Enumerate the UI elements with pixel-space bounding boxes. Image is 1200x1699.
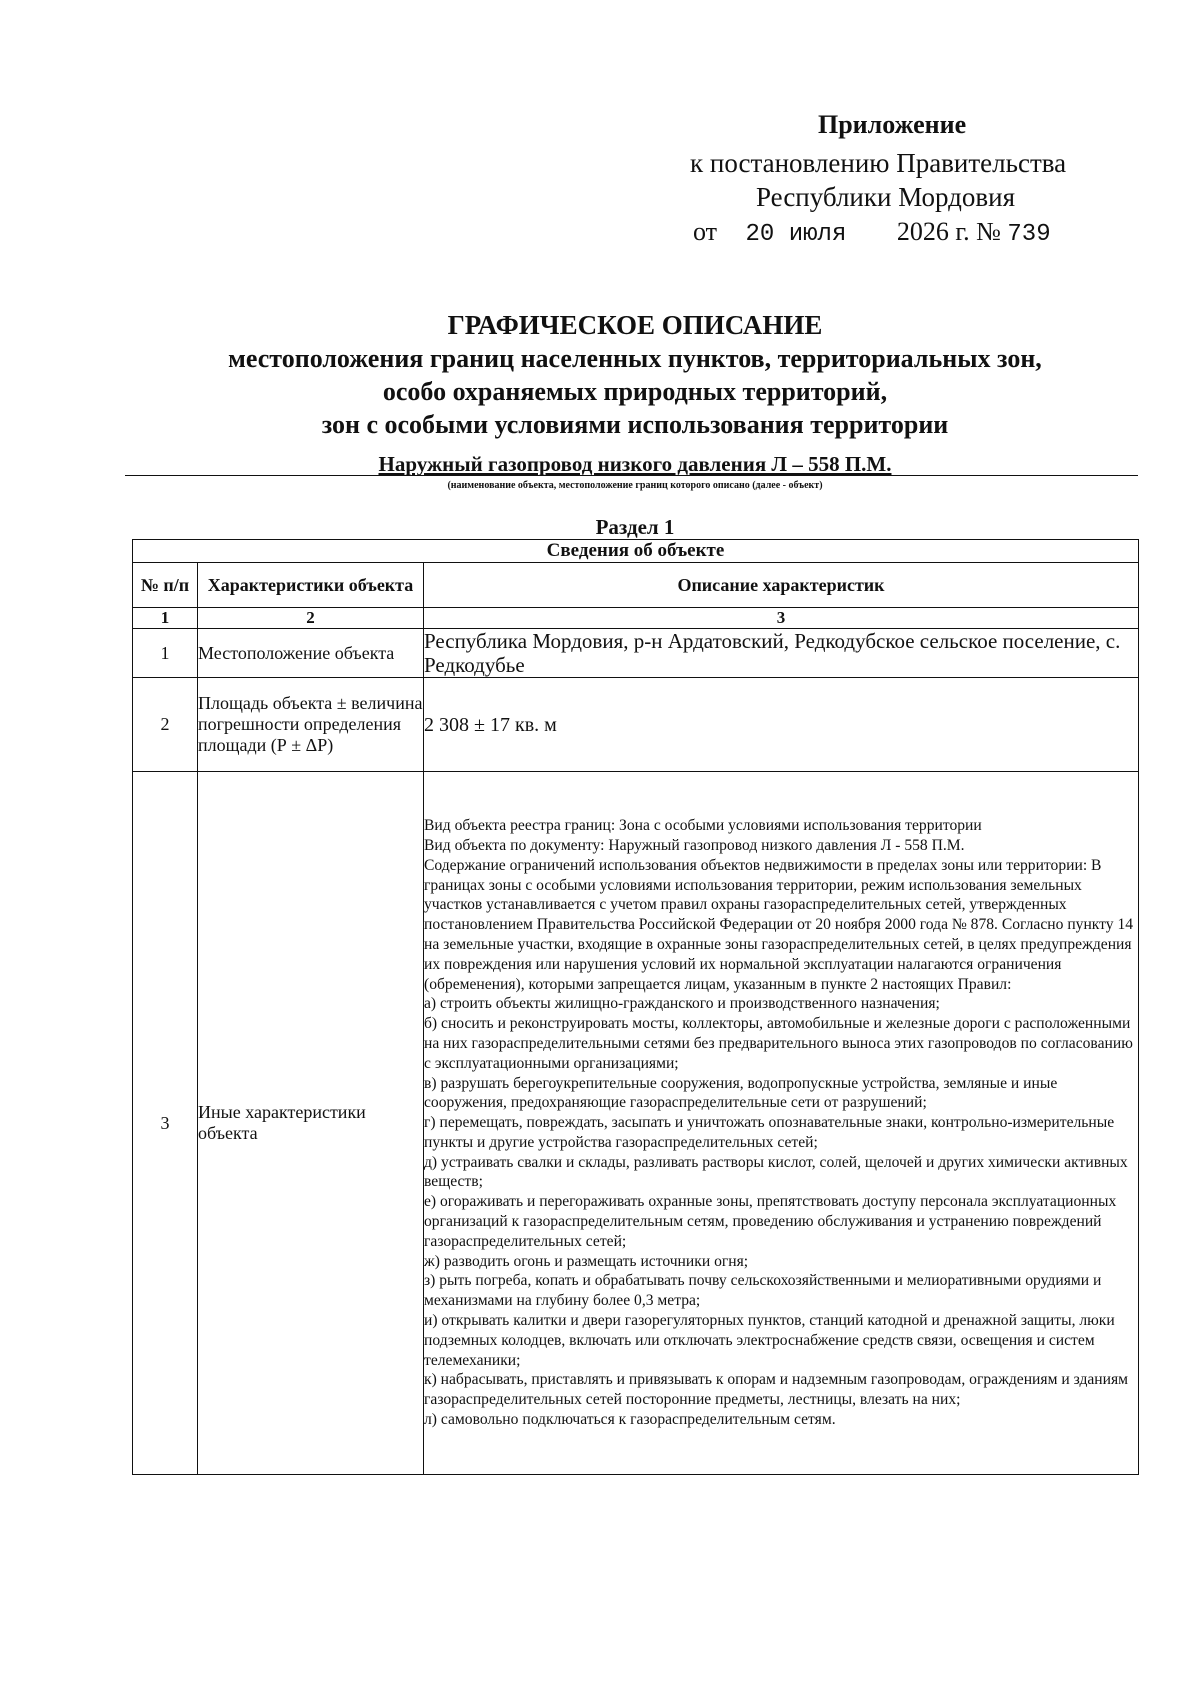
column-number-3: 3 (424, 608, 1139, 629)
restriction-item-zh: ж) разводить огонь и размещать источники огня; (424, 1252, 749, 1270)
column-number-1: 1 (133, 608, 198, 629)
restriction-item-b: б) сносить и реконструировать мосты, коллекторы, автомобильные и железные дороги с расположенными на них газораспределительными сетями без предварительного выноса этих газопроводов по согласованию с эксплуатационными организациями; (424, 1015, 1133, 1072)
row-index: 3 (133, 772, 198, 1475)
appendix-line-republic: Республики Мордовия (756, 182, 1016, 212)
object-name: Наружный газопровод низкого давления Л – 558 П.М. (378, 452, 892, 476)
table-header-row (133, 563, 1139, 608)
appendix-number: 739 (1007, 221, 1051, 248)
restriction-item-z: з) рыть погреба, копать и обрабатывать почву сельскохозяйственными и мелиоративными орудиями и механизмами на глубину более 0,3 метра; (424, 1272, 1102, 1310)
restriction-item-d: д) устраивать свалки и склады, разливать растворы кислот, солей, щелочей и других химически активных веществ; (424, 1153, 1128, 1191)
restriction-paragraph: Вид объекта реестра границ: Зона с особыми условиями использования территории (424, 817, 982, 835)
row-characteristic-name: Площадь объекта ± величина погрешности определения площади (Р ± ΔР) (198, 678, 424, 772)
header-description: Описание характеристик (424, 563, 1139, 608)
table-row (133, 772, 1139, 1475)
document-subtitle-line-2: особо охраняемых природных территорий, (382, 377, 888, 406)
restriction-item-g: г) перемещать, повреждать, засыпать и уничтожать опознавательные знаки, контрольно-измерительные пункты и другие устройства газораспределительных сетей; (424, 1114, 1115, 1151)
appendix-date: 20 июля (745, 221, 847, 248)
header-characteristics: Характеристики объекта (198, 563, 424, 608)
document-subtitle-line-1: местоположения границ населенных пунктов, территориальных зон, (228, 344, 1042, 373)
restriction-item-l: л) самовольно подключаться к газораспределительным сетям. (424, 1411, 836, 1429)
object-info-table (132, 539, 1139, 1475)
appendix-title: Приложение (818, 110, 967, 139)
table-caption: Сведения об объекте (133, 540, 1139, 563)
table-row (133, 629, 1139, 678)
restriction-item-k: к) набрасывать, приставлять и привязывать к опорам и надземным газопроводам, ограждениям и зданиям газораспределительных сетей посторонние предметы, лестницы, влезать на них; (424, 1371, 1129, 1409)
appendix-date-line (693, 217, 1051, 248)
appendix-from-label: от (693, 217, 718, 246)
row-characteristic-description: Республика Мордовия, р-н Ардатовский, Редкодубское сельское поселение, с. Редкодубье (424, 629, 1139, 678)
restriction-item-e: е) огораживать и перегораживать охранные зоны, препятствовать доступу персонала эксплуатационных организаций к газораспределительным сетям, проведению обслуживания и устранению повреждений газораспределительных сетей; (424, 1193, 1117, 1250)
row-characteristic-name: Иные характеристики объекта (198, 772, 424, 1475)
restriction-paragraph: Содержание ограничений использования объектов недвижимости в пределах зоны или территории: В границах зоны с особыми условиями использования территории, режим использования земельных участков устанавливается с учетом правил охраны газораспределительных сетей, утвержденных постановлением Правительства Российской Федерации от 20 ноября 2000 года № 878. Согласно пункту 14 на земельные участки, входящие в охранные зоны газораспределительных сетей, в целях предупреждения их повреждения или нарушения условий их нормальной эксплуатации налагаются ограничения (обременения), которыми запрещается лицам, указанным в пункте 2 настоящих Правил: (424, 856, 1134, 993)
restriction-item-a: а) строить объекты жилищно-гражданского и производственного назначения; (424, 995, 940, 1013)
document-subtitle-line-3: зон с особыми условиями использования территории (321, 410, 949, 439)
table-caption-row (133, 540, 1139, 563)
column-number-2: 2 (198, 608, 424, 629)
restriction-item-i: и) открывать калитки и двери газорегуляторных пунктов, станций катодной и дренажной защиты, люки подземных колодцев, включать или отключать электроснабжение средств связи, освещения и систем телемеханики; (424, 1312, 1115, 1369)
row-index: 2 (133, 678, 198, 772)
restriction-paragraph: Вид объекта по документу: Наружный газопровод низкого давления Л - 558 П.М. (424, 836, 965, 854)
row-index: 1 (133, 629, 198, 678)
object-caption: (наименование объекта, местоположение границ которого описано (далее - объект) (447, 480, 823, 491)
document-title: ГРАФИЧЕСКОЕ ОПИСАНИЕ (447, 310, 823, 340)
header-number: № п/п (133, 563, 198, 608)
object-name-rule (125, 475, 1138, 476)
column-number-row (133, 608, 1139, 629)
table-row (133, 678, 1139, 772)
row-characteristic-description: 2 308 ± 17 кв. м (424, 678, 1139, 772)
appendix-year-label: 2026 г. № (896, 217, 1001, 246)
row-characteristic-name: Местоположение объекта (198, 629, 424, 678)
restriction-item-v: в) разрушать берегоукрепительные сооружения, водопропускные устройства, земляные и иные сооружения, предохраняющие газораспределительные сети от разрушений; (424, 1074, 1058, 1112)
row-characteristic-description (424, 772, 1139, 1475)
section-title: Раздел 1 (595, 515, 675, 539)
appendix-line-resolution: к постановлению Правительства (690, 148, 1067, 178)
